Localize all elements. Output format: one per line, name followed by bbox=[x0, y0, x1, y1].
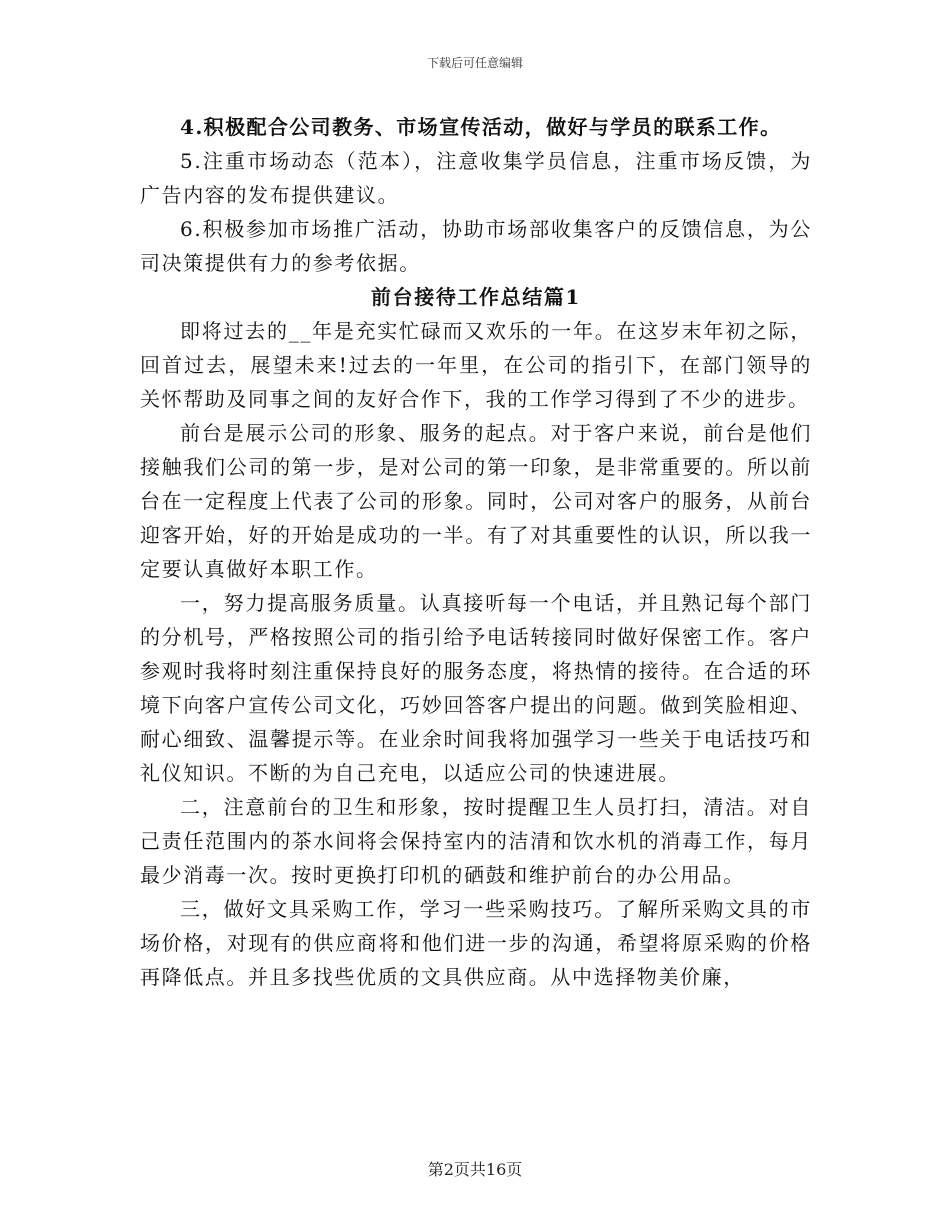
paragraph-intro: 即将过去的__年是充实忙碌而又欢乐的一年。在这岁末年初之际，回首过去，展望未来!过去的一年里，在公司的指引下，在部门领导的关怀帮助及同事之间的友好合作下，我的工作学习得到了不少的进步。 bbox=[140, 319, 812, 411]
paragraph-point-one: 一，努力提高服务质量。认真接听每一个电话，并且熟记每个部门的分机号，严格按照公司的指引给予电话转接同时做好保密工作。客户参观时我将时刻注重保持良好的服务态度，将热情的接待。在合适的环境下向客户宣传公司文化，巧妙回答客户提出的问题。做到笑脸相迎、耐心细致、温馨提示等。在业余时间我将加强学习一些关于电话技巧和礼仪知识。不断的为自己充电，以适应公司的快速进展。 bbox=[140, 591, 812, 785]
paragraph-item-6: 6.积极参加市场推广活动，协助市场部收集客户的反馈信息，为公司决策提供有力的参考依据。 bbox=[140, 217, 812, 275]
paragraph-point-two: 二，注意前台的卫生和形象，按时提醒卫生人员打扫，清洁。对自己责任范围内的茶水间将会保持室内的洁清和饮水机的消毒工作，每月最少消毒一次。按时更换打印机的硒鼓和维护前台的办公用品。 bbox=[140, 795, 812, 887]
section-title: 前台接待工作总结篇1 bbox=[371, 285, 581, 309]
paragraph-item-5: 5.注重市场动态（范本），注意收集学员信息，注重市场反馈，为广告内容的发布提供建议。 bbox=[140, 149, 812, 207]
paragraph-front-desk-role: 前台是展示公司的形象、服务的起点。对于客户来说，前台是他们接触我们公司的第一步，是对公司的第一印象，是非常重要的。所以前台在一定程度上代表了公司的形象。同时，公司对客户的服务，从前台迎客开始，好的开始是成功的一半。有了对其重要性的认识，所以我一定要认真做好本职工作。 bbox=[140, 421, 812, 581]
paragraph-item-4: 4.积极配合公司教务、市场宣传活动，做好与学员的联系工作。 bbox=[180, 115, 782, 139]
page-header-note: 下载后可任意编辑 bbox=[426, 56, 523, 70]
page-number: 第2页共16页 bbox=[427, 1160, 523, 1179]
paragraph-point-three: 三，做好文具采购工作，学习一些采购技巧。了解所采购文具的市场价格，对现有的供应商将和他们进一步的沟通，希望将原采购的价格再降低点。并且多找些优质的文具供应商。从中选择物美价廉， bbox=[140, 897, 812, 989]
document-body bbox=[140, 110, 812, 994]
